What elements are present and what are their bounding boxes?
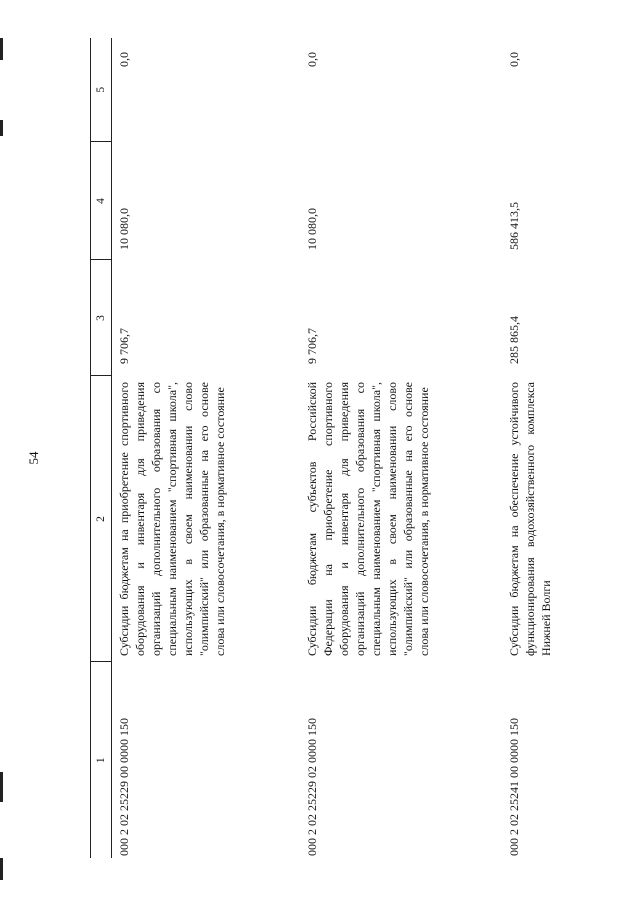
value-col-5: 0,0: [117, 52, 131, 67]
description: Субсидии бюджетам на обеспечение устойчивого функционирования водохозяйственного комплекса Нижней Волги: [507, 382, 553, 656]
header-col-4: 4: [91, 142, 112, 260]
table-row: [112, 38, 301, 858]
value-col-4: 586 413,5: [507, 202, 521, 250]
header-col-3: 3: [91, 260, 112, 376]
table-header-row: [91, 38, 112, 858]
budget-code: 000 2 02 25229 00 0000 150: [117, 718, 131, 856]
value-col-5: 0,0: [507, 52, 521, 67]
value-col-3: 9 706,7: [305, 328, 319, 364]
value-col-3: 285 865,4: [507, 316, 521, 364]
scan-edge-mark: [0, 120, 3, 136]
rotated-table-container: [90, 38, 602, 858]
value-col-3: 9 706,7: [117, 328, 131, 364]
budget-table: [90, 38, 604, 858]
header-col-1: 1: [91, 662, 112, 858]
value-col-4: 10 080,0: [117, 208, 131, 250]
header-col-2: 2: [91, 376, 112, 662]
page-number: 54: [26, 451, 41, 465]
description: Субсидии бюджетам на приобретение спортивного оборудования и инвентаря для приведения организаций дополнительного образования со специальным наименованием "спортивная школа", использующих в своем наименовании слово "олимпийский" или образованные на его основе слова или словосочетания, в нормативное состояние: [117, 382, 227, 656]
table-row: [502, 38, 604, 858]
scan-edge-mark: [0, 772, 3, 802]
table-row: [300, 38, 502, 858]
scan-edge-mark: [0, 858, 3, 880]
budget-code: 000 2 02 25229 02 0000 150: [305, 718, 319, 856]
value-col-4: 10 080,0: [305, 208, 319, 250]
budget-code: 000 2 02 25241 00 0000 150: [507, 718, 521, 856]
value-col-5: 0,0: [305, 52, 319, 67]
description: Субсидии бюджетам субъектов Российской Федерации на приобретение спортивного оборудования и инвентаря для приведения организаций дополнительного образования со специальным наименованием "спортивная школа", использующих в своем наименовании слово "олимпийский" или образованные на его основе слова или словосочетания, в нормативное состояние: [305, 382, 431, 656]
header-col-5: 5: [91, 38, 112, 142]
scan-edge-mark: [0, 38, 3, 60]
